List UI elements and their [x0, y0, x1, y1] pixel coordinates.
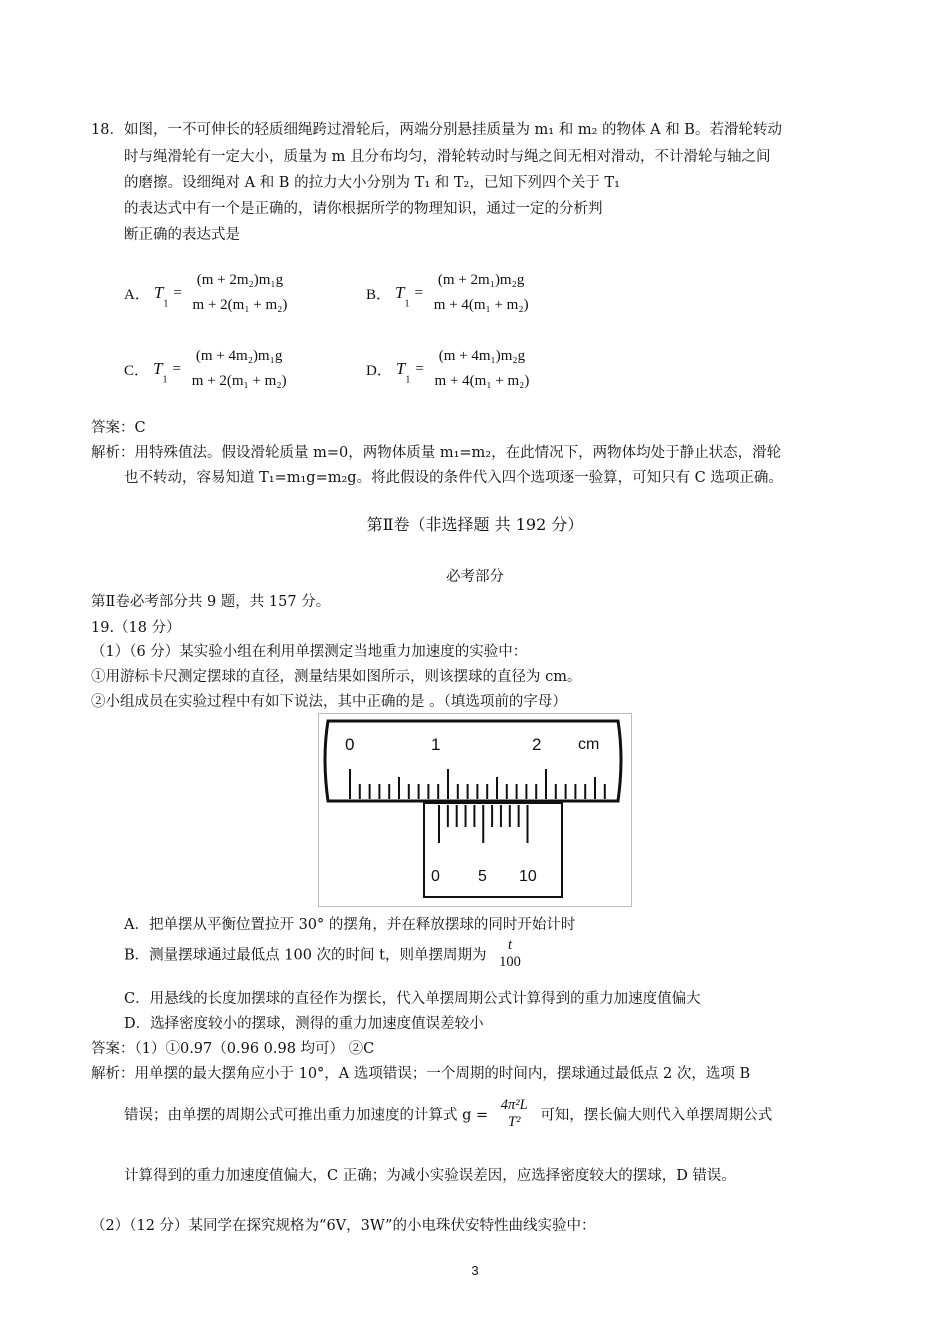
t1-symbol: T: [395, 283, 405, 302]
q19-choice-d: D．选择密度较小的摆球，测得的重力加速度值误差较小: [124, 1016, 484, 1032]
q19-choice-c: C．用悬线的长度加摆球的直径作为摆长，代入单摆周期公式计算得到的重力加速度值偏大: [124, 991, 701, 1007]
q18-line-4: 的表达式中有一个是正确的，请你根据所学的物理知识，通过一定的分析判: [124, 201, 603, 217]
option-fraction: (m + 2m₂)m₁g m + 2(m₁ + m₂): [192, 272, 288, 313]
gravity-formula-fraction: 4π²L T²: [500, 1097, 528, 1130]
q19-header: 19.（18 分）: [91, 620, 181, 636]
required-title: 必考部分: [446, 569, 504, 585]
option-label: C．: [124, 362, 150, 379]
q19-choice-a: A．把单摆从平衡位置拉开 30° 的摆角，并在释放摆球的同时开始计时: [124, 917, 576, 933]
q18-option-a: A． $T_1=$ (m + 2m₂)m₁g m + 2(m₁ + m₂): [124, 272, 288, 313]
q19-analysis-2: [124, 1097, 772, 1131]
option-label: D．: [366, 362, 392, 379]
q18-line-5: 断正确的表达式是: [124, 227, 240, 243]
option-fraction: (m + 4m₁)m₂g m + 4(m₁ + m₂): [434, 348, 530, 389]
choice-b-text: B．测量摆球通过最低点 100 次的时间 t，则单摆周期为: [124, 947, 487, 964]
q19-analysis-1: 解析：用单摆的最大摆角应小于 10°，A 选项错误；一个周期的时间内，摆球通过最低点 2 次，选项 B: [91, 1066, 751, 1082]
q18-line-3: 的磨擦。设细绳对 A 和 B 的拉力大小分别为 T₁ 和 T₂，已知下列四个关于 T₁: [124, 175, 620, 191]
main-scale-label-2: 2: [532, 735, 542, 754]
q18-line-1: 18．如图，一不可伸长的轻质细绳跨过滑轮后，两端分别悬挂质量为 m₁ 和 m₂ 的物体 A 和 B。若滑轮转动: [91, 122, 782, 138]
main-scale-unit: cm: [578, 736, 600, 753]
t1-symbol: T: [395, 359, 406, 378]
vernier-label-10: 10: [519, 868, 537, 885]
analysis-2-text: 错误；由单摆的周期公式可推出重力加速度的计算式 g =: [124, 1107, 489, 1124]
q19-analysis-3: 计算得到的重力加速度值偏大，C 正确；为减小实验误差因，应选择密度较大的摆球，D 错误。: [124, 1168, 736, 1184]
vernier-label-5: 5: [478, 868, 487, 885]
vernier-caliper-figure: [318, 713, 632, 907]
q18-option-b: B． $T_1=$ (m + 2m₁)m₂g m + 4(m₁ + m₂): [366, 272, 529, 313]
section-title: 第Ⅱ卷（非选择题 共 192 分）: [366, 515, 584, 534]
option-fraction: (m + 2m₁)m₂g m + 4(m₁ + m₂): [433, 272, 529, 313]
q19-item-1: ①用游标卡尺测定摆球的直径，测量结果如图所示，则该摆球的直径为 cm。: [91, 669, 582, 685]
q18-answer: 答案：C: [91, 420, 146, 436]
main-scale-label-1: 1: [431, 735, 441, 754]
t1-symbol: T: [153, 283, 164, 302]
q19-part2-intro: （2）（12 分）某同学在探究规格为“6V，3W”的小电珠伏安特性曲线实验中：: [91, 1218, 596, 1234]
vernier-label-0: 0: [431, 868, 440, 885]
required-note: 第Ⅱ卷必考部分共 9 题，共 157 分。: [91, 594, 331, 610]
main-scale-label-0: 0: [345, 735, 355, 754]
t1-symbol: T: [153, 359, 163, 378]
q19-item-2: ②小组成员在实验过程中有如下说法，其中正确的是 。（填选项前的字母）: [91, 694, 567, 710]
option-fraction: (m + 4m₂)m₁g m + 2(m₁ + m₂): [191, 348, 287, 389]
option-label: B．: [366, 286, 392, 303]
q19-answer: 答案：（1）①0.97（0.96 0.98 均可） ②C: [91, 1041, 375, 1057]
q18-analysis-1: 解析：用特殊值法。假设滑轮质量 m=0，两物体质量 m₁=m₂，在此情况下，两物体均处于静止状态，滑轮: [91, 445, 782, 461]
q18-line-2: 时与绳滑轮有一定大小，质量为 m 且分布均匀，滑轮转动时与绳之间无相对滑动，不计滑轮与轴之间: [124, 149, 771, 165]
q18-analysis-2: 也不转动，容易知道 T₁=m₁g=m₂g。将此假设的条件代入四个选项逐一验算，可知只有 C 选项正确。: [124, 470, 783, 486]
option-label: A．: [124, 286, 150, 303]
q18-option-c: C． $T_1=$ (m + 4m₂)m₁g m + 2(m₁ + m₂): [124, 348, 287, 389]
q19-part1-intro: （1）（6 分）某实验小组在利用单摆测定当地重力加速度的实验中：: [91, 644, 528, 660]
page-number: 3: [471, 1263, 479, 1278]
analysis-2-tail: 可知，摆长偏大则代入单摆周期公式: [540, 1107, 773, 1124]
period-fraction: t 100: [499, 937, 521, 970]
q19-choice-b: [124, 937, 523, 971]
q18-option-d: D． $T_1=$ (m + 4m₁)m₂g m + 4(m₁ + m₂): [366, 348, 530, 389]
